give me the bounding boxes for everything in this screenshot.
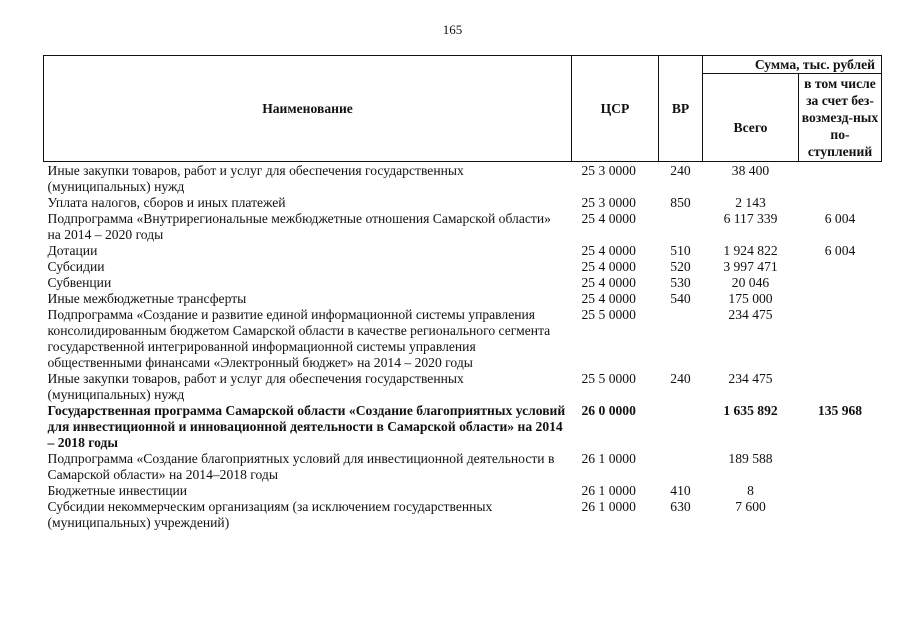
row-name: Иные закупки товаров, работ и услуг для обеспечения государственных (муниципальных) нужд <box>47 371 464 402</box>
row-free: 135 968 <box>817 403 863 418</box>
row-total: 7 600 <box>735 499 766 514</box>
row-vr: 520 <box>670 259 691 274</box>
header-sum: Сумма, тыс. рублей <box>703 56 882 74</box>
row-free <box>799 499 882 531</box>
table-row <box>44 211 882 243</box>
row-name: Иные закупки товаров, работ и услуг для обеспечения государственных (муниципальных) нужд <box>47 163 464 194</box>
row-free <box>799 162 882 196</box>
row-csr: 25 5 0000 <box>581 371 636 386</box>
row-vr: 540 <box>670 291 691 306</box>
row-csr: 25 4 0000 <box>581 211 636 226</box>
row-free <box>799 275 882 291</box>
row-free <box>799 371 882 403</box>
table-row <box>44 371 882 403</box>
table-row <box>44 291 882 307</box>
row-name: Субсидии некоммерческим организациям (за исключением государственных (муниципальных) учреждений) <box>47 499 493 530</box>
row-total: 6 117 339 <box>723 211 778 226</box>
row-total: 234 475 <box>728 371 773 386</box>
row-vr <box>659 211 703 243</box>
row-vr: 850 <box>670 195 691 210</box>
row-name: Бюджетные инвестиции <box>47 483 188 498</box>
header-csr: ЦСР <box>572 56 659 162</box>
row-free <box>799 195 882 211</box>
page-number: 165 <box>442 22 463 37</box>
row-vr: 240 <box>670 371 691 386</box>
row-csr: 25 3 0000 <box>581 163 636 178</box>
row-csr: 25 3 0000 <box>581 195 636 210</box>
table-row <box>44 259 882 275</box>
row-free <box>799 259 882 275</box>
row-csr: 25 4 0000 <box>581 243 636 258</box>
table-row <box>44 195 882 211</box>
row-vr: 510 <box>670 243 691 258</box>
row-name: Дотации <box>47 243 98 258</box>
row-vr: 240 <box>670 163 691 178</box>
row-total: 189 588 <box>728 451 773 466</box>
row-vr: 410 <box>670 483 691 498</box>
table-body <box>44 162 882 532</box>
row-total: 8 <box>747 483 754 498</box>
row-total: 175 000 <box>728 291 773 306</box>
table-header <box>44 56 882 162</box>
row-name: Подпрограмма «Создание и развитие единой информационной системы управления консолидированным бюджетом Самарской области в качестве регионального сегмента государственной интегрированной информационной системы управления общественными финансами «Электронный бюджет» на 2014 – 2020 годы <box>47 307 551 370</box>
header-free: в том числе за счет без-возмезд-ных по-ступлений <box>799 74 882 162</box>
table-row <box>44 483 882 499</box>
row-name: Государственная программа Самарской области «Создание благоприятных условий для инвестиционной и инновационной деятельности в Самарской области» на 2014 – 2018 годы <box>47 403 566 450</box>
row-name: Подпрограмма «Создание благоприятных условий для инвестиционной деятельности в Самарской области» на 2014–2018 годы <box>47 451 555 482</box>
row-vr <box>659 403 703 451</box>
row-total: 1 924 822 <box>723 243 778 258</box>
table-row <box>44 275 882 291</box>
row-free: 6 004 <box>824 243 856 258</box>
row-vr <box>659 451 703 483</box>
table-row <box>44 307 882 371</box>
row-csr: 26 1 0000 <box>581 483 636 498</box>
row-total: 2 143 <box>735 195 766 210</box>
row-free <box>799 307 882 371</box>
budget-table <box>43 55 882 531</box>
row-csr: 26 1 0000 <box>581 451 636 466</box>
row-vr: 630 <box>670 499 691 514</box>
row-free <box>799 291 882 307</box>
row-name: Подпрограмма «Внутрирегиональные межбюджетные отношения Самарской области» на 2014 – 2020 годы <box>47 211 551 242</box>
row-free: 6 004 <box>824 211 856 226</box>
table-row <box>44 403 882 451</box>
row-name: Субсидии <box>47 259 105 274</box>
row-total: 3 997 471 <box>723 259 778 274</box>
row-csr: 25 4 0000 <box>581 259 636 274</box>
table-row <box>44 451 882 483</box>
row-total: 1 635 892 <box>723 403 778 418</box>
header-vr: ВР <box>659 56 703 162</box>
row-csr: 26 0 0000 <box>581 403 636 418</box>
row-csr: 25 5 0000 <box>581 307 636 322</box>
row-total: 20 046 <box>731 275 770 290</box>
row-csr: 25 4 0000 <box>581 275 636 290</box>
row-vr <box>659 307 703 371</box>
row-free <box>799 483 882 499</box>
row-csr: 26 1 0000 <box>581 499 636 514</box>
table-row <box>44 243 882 259</box>
row-total: 38 400 <box>731 163 770 178</box>
row-total: 234 475 <box>728 307 773 322</box>
row-name: Иные межбюджетные трансферты <box>47 291 247 306</box>
row-vr: 530 <box>670 275 691 290</box>
table-row <box>44 499 882 531</box>
header-name: Наименование <box>44 56 572 162</box>
row-csr: 25 4 0000 <box>581 291 636 306</box>
header-total: Всего <box>703 74 799 162</box>
row-name: Уплата налогов, сборов и иных платежей <box>47 195 286 210</box>
row-free <box>799 451 882 483</box>
table-row <box>44 162 882 196</box>
row-name: Субвенции <box>47 275 112 290</box>
